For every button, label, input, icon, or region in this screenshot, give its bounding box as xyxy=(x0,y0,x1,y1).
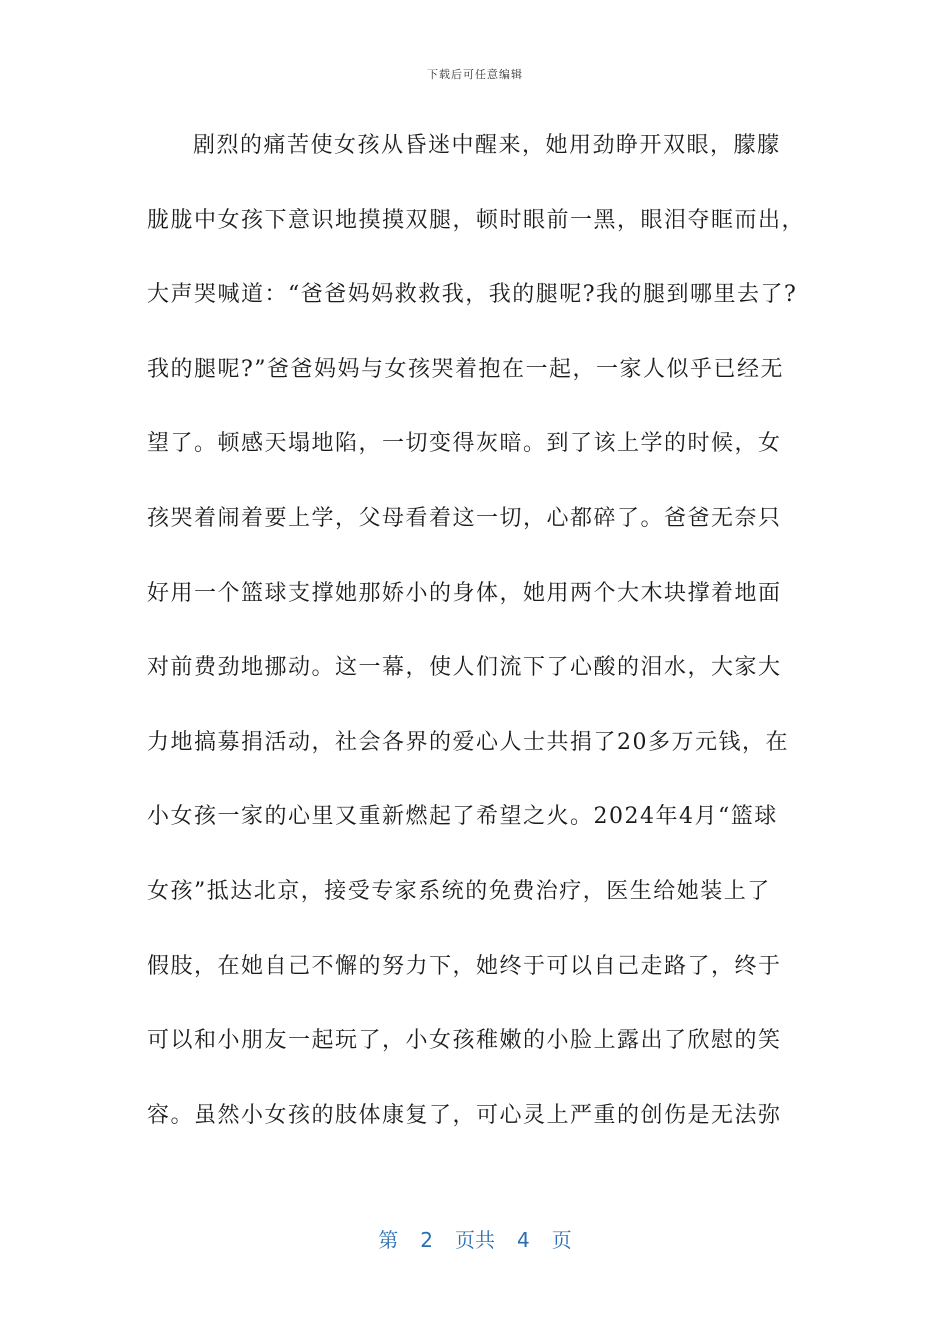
text-line: 孩哭着闹着要上学，父母看着这一切，心都碎了。爸爸无奈只 xyxy=(147,505,782,531)
text-line: 假肢，在她自己不懈的努力下，她终于可以自己走路了，终于 xyxy=(147,953,782,979)
text-line: 女孩”抵达北京，接受专家系统的免费治疗，医生给她装上了 xyxy=(147,878,771,904)
page-header-note: 下载后可任意编辑 xyxy=(427,68,523,81)
text-line: 胧胧中女孩下意识地摸摸双腿，顿时眼前一黑，眼泪夺眶而出， xyxy=(147,207,806,233)
text-line: 望了。顿感天塌地陷，一切变得灰暗。到了该上学的时候，女 xyxy=(147,431,782,457)
body-text xyxy=(147,126,837,1170)
footer-prefix: 第 xyxy=(378,1228,399,1252)
page-footer xyxy=(0,1224,950,1253)
text-line: 小女孩一家的心里又重新燃起了希望之火。2024年4月“篮球 xyxy=(147,804,778,830)
footer-suffix: 页 xyxy=(551,1228,572,1252)
footer-total-pages: 4 xyxy=(517,1228,530,1252)
text-line: 我的腿呢?”爸爸妈妈与女孩哭着抱在一起，一家人似乎已经无 xyxy=(147,356,785,382)
text-line: 对前费劲地挪动。这一幕，使人们流下了心酸的泪水，大家大 xyxy=(147,655,782,681)
footer-current-page: 2 xyxy=(420,1228,433,1252)
text-line: 好用一个篮球支撑她那娇小的身体，她用两个大木块撑着地面 xyxy=(147,580,782,606)
footer-middle: 页共 xyxy=(455,1228,495,1252)
text-line: 大声哭喊道：“爸爸妈妈救救我，我的腿呢?我的腿到哪里去了? xyxy=(147,282,798,308)
text-line: 力地搞募捐活动，社会各界的爱心人士共捐了20多万元钱，在 xyxy=(147,729,789,755)
text-line: 容。虽然小女孩的肢体康复了，可心灵上严重的创伤是无法弥 xyxy=(147,1102,782,1128)
text-line: 可以和小朋友一起玩了，小女孩稚嫩的小脸上露出了欣慰的笑 xyxy=(147,1028,782,1054)
text-line: 剧烈的痛苦使女孩从昏迷中醒来，她用劲睁开双眼，朦朦 xyxy=(193,133,781,158)
